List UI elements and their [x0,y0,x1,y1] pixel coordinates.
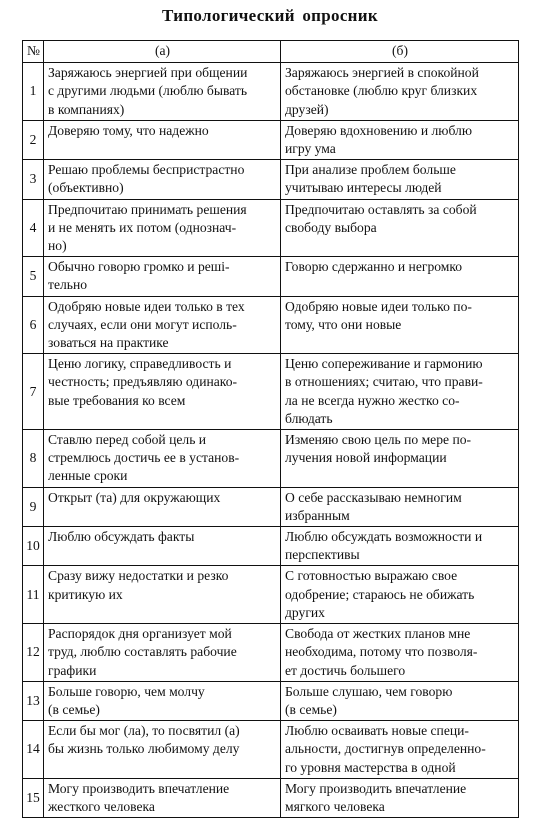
option-b-text: Больше слушаю, чем говорю (в семье) [281,681,519,720]
option-b-text: Ценю сопереживание и гармонию в отношениях; считаю, что прави- ла не всегда нужно жестко со- блюдать [281,354,519,430]
table-row [23,721,519,779]
option-b-text: Свобода от жестких планов мне необходима, потому что позволя- ет достичь большего [281,624,519,682]
option-b-text: Изменяю свою цель по мере по- лучения новой информации [281,430,519,488]
question-number: 11 [23,566,44,624]
table-header [23,41,519,63]
option-b-text: Заряжаюсь энергией в спокойной обстановке (люблю круг близких друзей) [281,63,519,121]
table-row [23,63,519,121]
option-a-text: Заряжаюсь энергией при общении с другими людьми (люблю бывать в компаниях) [44,63,281,121]
option-a-text: Сразу вижу недостатки и резко критикую их [44,566,281,624]
question-number: 13 [23,681,44,720]
table-body [23,63,519,818]
table-row [23,354,519,430]
option-a-text: Доверяю тому, что надежно [44,120,281,159]
question-number: 2 [23,120,44,159]
table-row [23,160,519,199]
option-b-text: При анализе проблем больше учитываю интересы людей [281,160,519,199]
option-a-text: Решаю проблемы беспристрастно (объективно) [44,160,281,199]
table-row [23,527,519,566]
questionnaire-table [22,40,519,818]
option-a-text: Предпочитаю принимать решения и не менять их потом (однознач- но) [44,199,281,257]
header-option-a: (а) [44,41,281,63]
option-b-text: Говорю сдержанно и негромко [281,257,519,296]
option-b-text: Доверяю вдохновению и люблю игру ума [281,120,519,159]
option-a-text: Обычно говорю громко и решi- тельно [44,257,281,296]
question-number: 6 [23,296,44,354]
option-b-text: О себе рассказываю немногим избранным [281,487,519,526]
table-row [23,257,519,296]
table-row [23,681,519,720]
table-row [23,487,519,526]
table-row [23,624,519,682]
header-number: № [23,41,44,63]
header-row [23,41,519,63]
question-number: 4 [23,199,44,257]
question-number: 7 [23,354,44,430]
option-b-text: Предпочитаю оставлять за собой свободу выбора [281,199,519,257]
question-number: 1 [23,63,44,121]
option-a-text: Больше говорю, чем молчу (в семье) [44,681,281,720]
table-row [23,778,519,817]
option-b-text: С готовностью выражаю свое одобрение; стараюсь не обижать других [281,566,519,624]
option-a-text: Распорядок дня организует мой труд, люблю составлять рабочие графики [44,624,281,682]
table-row [23,296,519,354]
header-option-b: (б) [281,41,519,63]
question-number: 5 [23,257,44,296]
option-a-text: Ставлю перед собой цель и стремлюсь достичь ее в установ- ленные сроки [44,430,281,488]
option-a-text: Открыт (та) для окружающих [44,487,281,526]
table-row [23,120,519,159]
option-a-text: Могу производить впечатление жесткого человека [44,778,281,817]
option-a-text: Ценю логику, справедливость и честность; предъявляю одинако- вые требования ко всем [44,354,281,430]
table-row [23,199,519,257]
option-b-text: Люблю обсуждать возможности и перспективы [281,527,519,566]
option-a-text: Если бы мог (ла), то посвятил (а) бы жизнь только любимому делу [44,721,281,779]
question-number: 3 [23,160,44,199]
option-b-text: Одобряю новые идеи только по- тому, что они новые [281,296,519,354]
question-number: 8 [23,430,44,488]
option-b-text: Люблю осваивать новые специ- альности, достигнув определенно- го уровня мастерства в одной [281,721,519,779]
option-b-text: Могу производить впечатление мягкого человека [281,778,519,817]
option-a-text: Одобряю новые идеи только в тех случаях, если они могут исполь- зоваться на практике [44,296,281,354]
question-number: 14 [23,721,44,779]
question-number: 15 [23,778,44,817]
question-number: 9 [23,487,44,526]
table-row [23,430,519,488]
question-number: 10 [23,527,44,566]
option-a-text: Люблю обсуждать факты [44,527,281,566]
table-row [23,566,519,624]
page-title: Типологический опросник [162,6,378,25]
question-number: 12 [23,624,44,682]
